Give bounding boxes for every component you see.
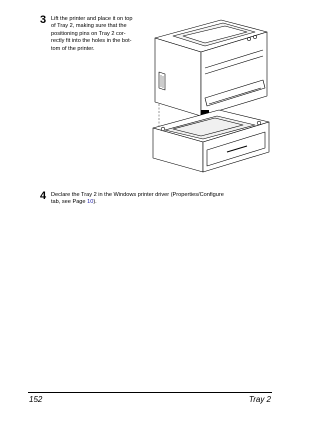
step-3-line: rectly fit into the holes in the bot- xyxy=(51,38,132,45)
step-4-line xyxy=(51,199,224,206)
step-3-text xyxy=(51,16,132,53)
step-3-number: 3 xyxy=(40,14,47,26)
step-3-line: Lift the printer and place it on top xyxy=(51,16,133,22)
step-3-line: of Tray 2, making sure that the xyxy=(51,23,127,30)
step-3-line: positioning pins on Tray 2 cor- xyxy=(51,30,126,37)
step-4-text-segment: ). xyxy=(93,199,97,206)
step-4-number: 4 xyxy=(40,190,47,202)
step-4-text-segment: tab, see Page xyxy=(51,199,88,206)
page-link[interactable]: 10 xyxy=(87,199,94,206)
page-number: 152 xyxy=(29,395,43,404)
step-4-text xyxy=(51,192,224,207)
section-title: Tray 2 xyxy=(248,395,271,404)
step-4-line: Declare the Tray 2 in the Windows printer driver (Properties/Configure xyxy=(51,192,224,198)
step-3-line: tom of the printer. xyxy=(51,45,95,52)
printer-on-tray-illustration xyxy=(143,12,278,177)
footer-rule xyxy=(28,392,272,393)
